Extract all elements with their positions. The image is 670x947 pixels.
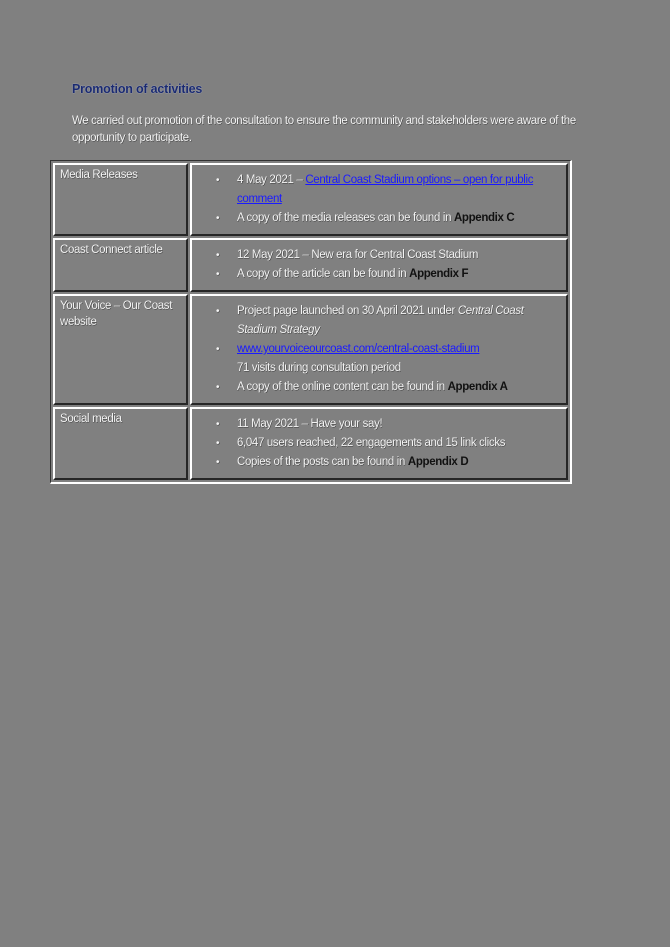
table-row-social-media bbox=[53, 407, 568, 480]
list-item bbox=[192, 302, 562, 340]
item-text: A copy of the article can be found in bbox=[237, 268, 410, 280]
bullet-list bbox=[192, 171, 562, 228]
item-text: A copy of the media releases can be found in bbox=[237, 212, 454, 224]
list-item bbox=[192, 171, 562, 209]
table-row-your-voice bbox=[53, 294, 568, 405]
row-label: Social media bbox=[53, 407, 188, 480]
row-content bbox=[190, 238, 568, 292]
bullet-icon: • bbox=[216, 438, 220, 449]
row-label: Coast Connect article bbox=[53, 238, 188, 292]
section-heading: Promotion of activities bbox=[72, 82, 203, 96]
bullet-icon: • bbox=[216, 419, 220, 430]
bullet-icon: • bbox=[216, 175, 220, 186]
row-label: Media Releases bbox=[53, 163, 188, 236]
row-content bbox=[190, 163, 568, 236]
list-item bbox=[192, 246, 562, 265]
item-text: 6,047 users reached, 22 engagements and 15 link clicks bbox=[237, 437, 506, 449]
appendix-reference: Appendix F bbox=[409, 268, 469, 280]
row-content bbox=[190, 407, 568, 480]
list-item bbox=[192, 265, 562, 284]
row-content bbox=[190, 294, 568, 405]
table-row-media-releases bbox=[53, 163, 568, 236]
bullet-list bbox=[192, 246, 562, 284]
bullet-icon: • bbox=[216, 457, 220, 468]
bullet-icon: • bbox=[216, 344, 220, 355]
strategy-name: Central Coast Stadium Strategy bbox=[237, 305, 524, 336]
item-text: 12 May 2021 – New era for Central Coast Stadium bbox=[237, 249, 479, 261]
website-link[interactable]: www.yourvoiceourcoast.com/central-coast-stadium bbox=[237, 343, 480, 355]
visits-text: 71 visits during consultation period bbox=[237, 362, 401, 374]
item-text: A copy of the online content can be found in bbox=[237, 381, 448, 393]
intro-paragraph: We carried out promotion of the consultation to ensure the community and stakeholders were aware of the opportunity to participate. bbox=[72, 115, 576, 144]
item-text: 4 May 2021 – bbox=[237, 174, 306, 186]
bullet-icon: • bbox=[216, 213, 220, 224]
table-row-coast-connect bbox=[53, 238, 568, 292]
bullet-icon: • bbox=[216, 306, 220, 317]
item-text: Copies of the posts can be found in bbox=[237, 456, 408, 468]
bullet-icon: • bbox=[216, 269, 220, 280]
bullet-list bbox=[192, 415, 562, 472]
appendix-reference: Appendix A bbox=[447, 381, 508, 393]
list-item bbox=[192, 209, 562, 228]
bullet-icon: • bbox=[216, 250, 220, 261]
bullet-icon: • bbox=[216, 382, 220, 393]
list-item bbox=[192, 453, 562, 472]
media-release-link[interactable]: Central Coast Stadium options – open for public comment bbox=[237, 174, 534, 205]
list-item bbox=[192, 415, 562, 434]
list-item bbox=[192, 378, 562, 397]
appendix-reference: Appendix C bbox=[453, 212, 515, 224]
list-item bbox=[192, 340, 562, 378]
item-text: Project page launched on 30 April 2021 under bbox=[237, 305, 458, 317]
bullet-list bbox=[192, 302, 562, 397]
promotion-table bbox=[50, 160, 572, 484]
appendix-reference: Appendix D bbox=[407, 456, 469, 468]
row-label: Your Voice – Our Coast website bbox=[53, 294, 188, 405]
list-item bbox=[192, 434, 562, 453]
item-text: 11 May 2021 – Have your say! bbox=[237, 418, 383, 430]
